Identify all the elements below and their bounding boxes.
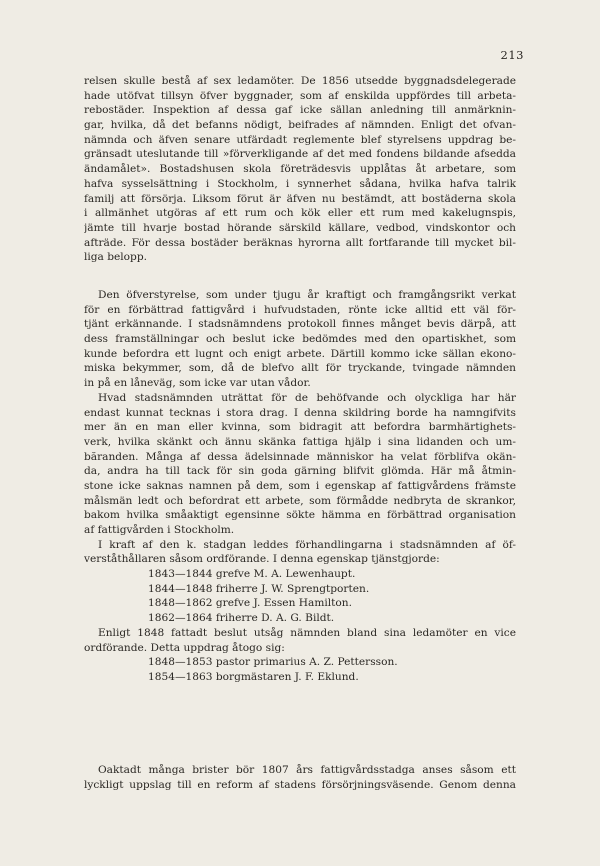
text-line: in på en låneväg, som icke var utan vådor. — [84, 377, 311, 390]
text-line: I kraft af den k. stadgan leddes förhandlingarna i stadsnämnden af öf- — [98, 538, 516, 551]
text-line: familj att försörja. Liksom förut är äfven nu bestämdt, att bostäderna skola — [84, 192, 516, 205]
text-line: afträde. För dessa bostäder beräknas hyrorna allt fortfarande till mycket bil- — [84, 236, 516, 249]
text-line: i allmänhet utgöras af ett rum och kök eller ett rum med kakelugnspis, — [84, 207, 516, 220]
list-entry: 1843—1844 grefve M. A. Lewenhaupt. — [148, 568, 356, 581]
list-entry: 1844—1848 friherre J. W. Sprengtporten. — [148, 582, 370, 595]
list-entry: 1862—1864 friherre D. A. G. Bildt. — [148, 612, 335, 625]
text-line: gar, hvilka, då det befanns nödigt, beifrades af nämnden. Enligt det ofvan- — [84, 119, 516, 132]
text-line: relsen skulle bestå af sex ledamöter. De 1856 utsedde byggnadsdelegerade — [84, 75, 516, 87]
text-line: nämnda och äfven senare utfärdadt reglemente blef styrelsens uppdrag be- — [84, 133, 516, 146]
text-line: Enligt 1848 fattadt beslut utsåg nämnden bland sina ledamöter en vice — [98, 626, 516, 639]
text-line: lyckligt uppslag till en reform af stadens försörjningsväsende. Genom denna — [84, 778, 516, 791]
text-line: bakom hvilka småaktigt egensinne sökte hämma en förbättrad organisation — [84, 509, 516, 522]
text-line: jämte till hvarje bostad hörande särskild källare, vedbod, vindskontor och — [84, 221, 516, 234]
text-line: för en förbättrad fattigvård i hufvudstaden, rönte icke alltid ett väl för- — [84, 303, 516, 316]
paragraph-reform — [84, 763, 516, 792]
page-number: 213 — [500, 48, 524, 62]
text-line: Den öfverstyrelse, som under tjugu år kraftigt och framgångsrikt verkat — [98, 289, 516, 301]
text-line: gränsadt uteslutande till »förverkligande af det med fondens bildande afsedda — [84, 148, 516, 161]
paragraph-housing — [84, 74, 516, 265]
text-line: Oaktadt många brister bör 1807 års fattigvårdsstadga anses såsom ett — [98, 764, 516, 776]
text-line: kunde befordra ett lugnt och enigt arbete. Därtill kommo icke sällan ekono- — [84, 347, 516, 360]
text-line: da, andra ha till tack för sin goda gärning blifvit glömda. Här må åtmin- — [84, 465, 516, 478]
text-line: hafva sysselsättning i Stockholm, i synnerhet sådana, hvilka hafva talrik — [84, 177, 516, 190]
text-line: băranden. Många af dessa ädelsinnade människor ha velat förblifva okän- — [84, 450, 516, 463]
text-line: ändamålet». Bostadshusen skola företrädesvis upplåtas åt arbetare, som — [84, 163, 516, 176]
text-line: verk, hvilka skänkt och ännu skänka fattiga hjälp i sina lidanden och um- — [84, 435, 516, 448]
text-line: liga belopp. — [84, 251, 147, 264]
text-line: tjänt erkännande. I stadsnämndens protokoll finnes månget bevis därpå, att — [84, 318, 516, 331]
text-line: af fattigvården i Stockholm. — [84, 524, 235, 536]
text-line: rebostäder. Inspektion af dessa gaf icke sällan anledning till anmärknin- — [84, 104, 516, 117]
text-line: endast kunnat tecknas i stora drag. I denna skildring borde ha namngifvits — [84, 406, 516, 419]
list-entry: 1848—1862 grefve J. Essen Hamilton. — [148, 597, 352, 610]
list-entry: 1848—1853 pastor primarius A. Z. Pettersson. — [148, 656, 398, 669]
text-line: ordförande. Detta uppdrag åtogo sig: — [84, 641, 285, 654]
text-line: miska bekymmer, som, då de blefvo allt för tryckande, tvingade nämnden — [84, 362, 516, 375]
text-line: verståthållaren såsom ordförande. I denna egenskap tjänstgjorde: — [84, 553, 440, 566]
section-overboard — [84, 288, 516, 685]
text-line: mer än en man eller kvinna, som bidragit att befordra barmhärtighets- — [84, 421, 516, 434]
text-line: målsmän ledt och befordrat ett arbete, som förmådde nedbryta de skrankor, — [84, 494, 516, 507]
text-line: Hvad stadsnämnden uträttat för de behöfvande och olyckliga har här — [98, 391, 516, 404]
list-entry: 1854—1863 borgmästaren J. F. Eklund. — [148, 670, 359, 683]
text-line: hade utöfvat tillsyn öfver byggnader, som af enskilda uppfördes till arbeta- — [84, 89, 516, 102]
text-line: dess framställningar och beslut icke bedömdes med den opartiskhet, som — [84, 333, 516, 346]
text-line: stone icke saknas namnen på dem, som i egenskap af fattigvårdens främste — [84, 479, 516, 492]
